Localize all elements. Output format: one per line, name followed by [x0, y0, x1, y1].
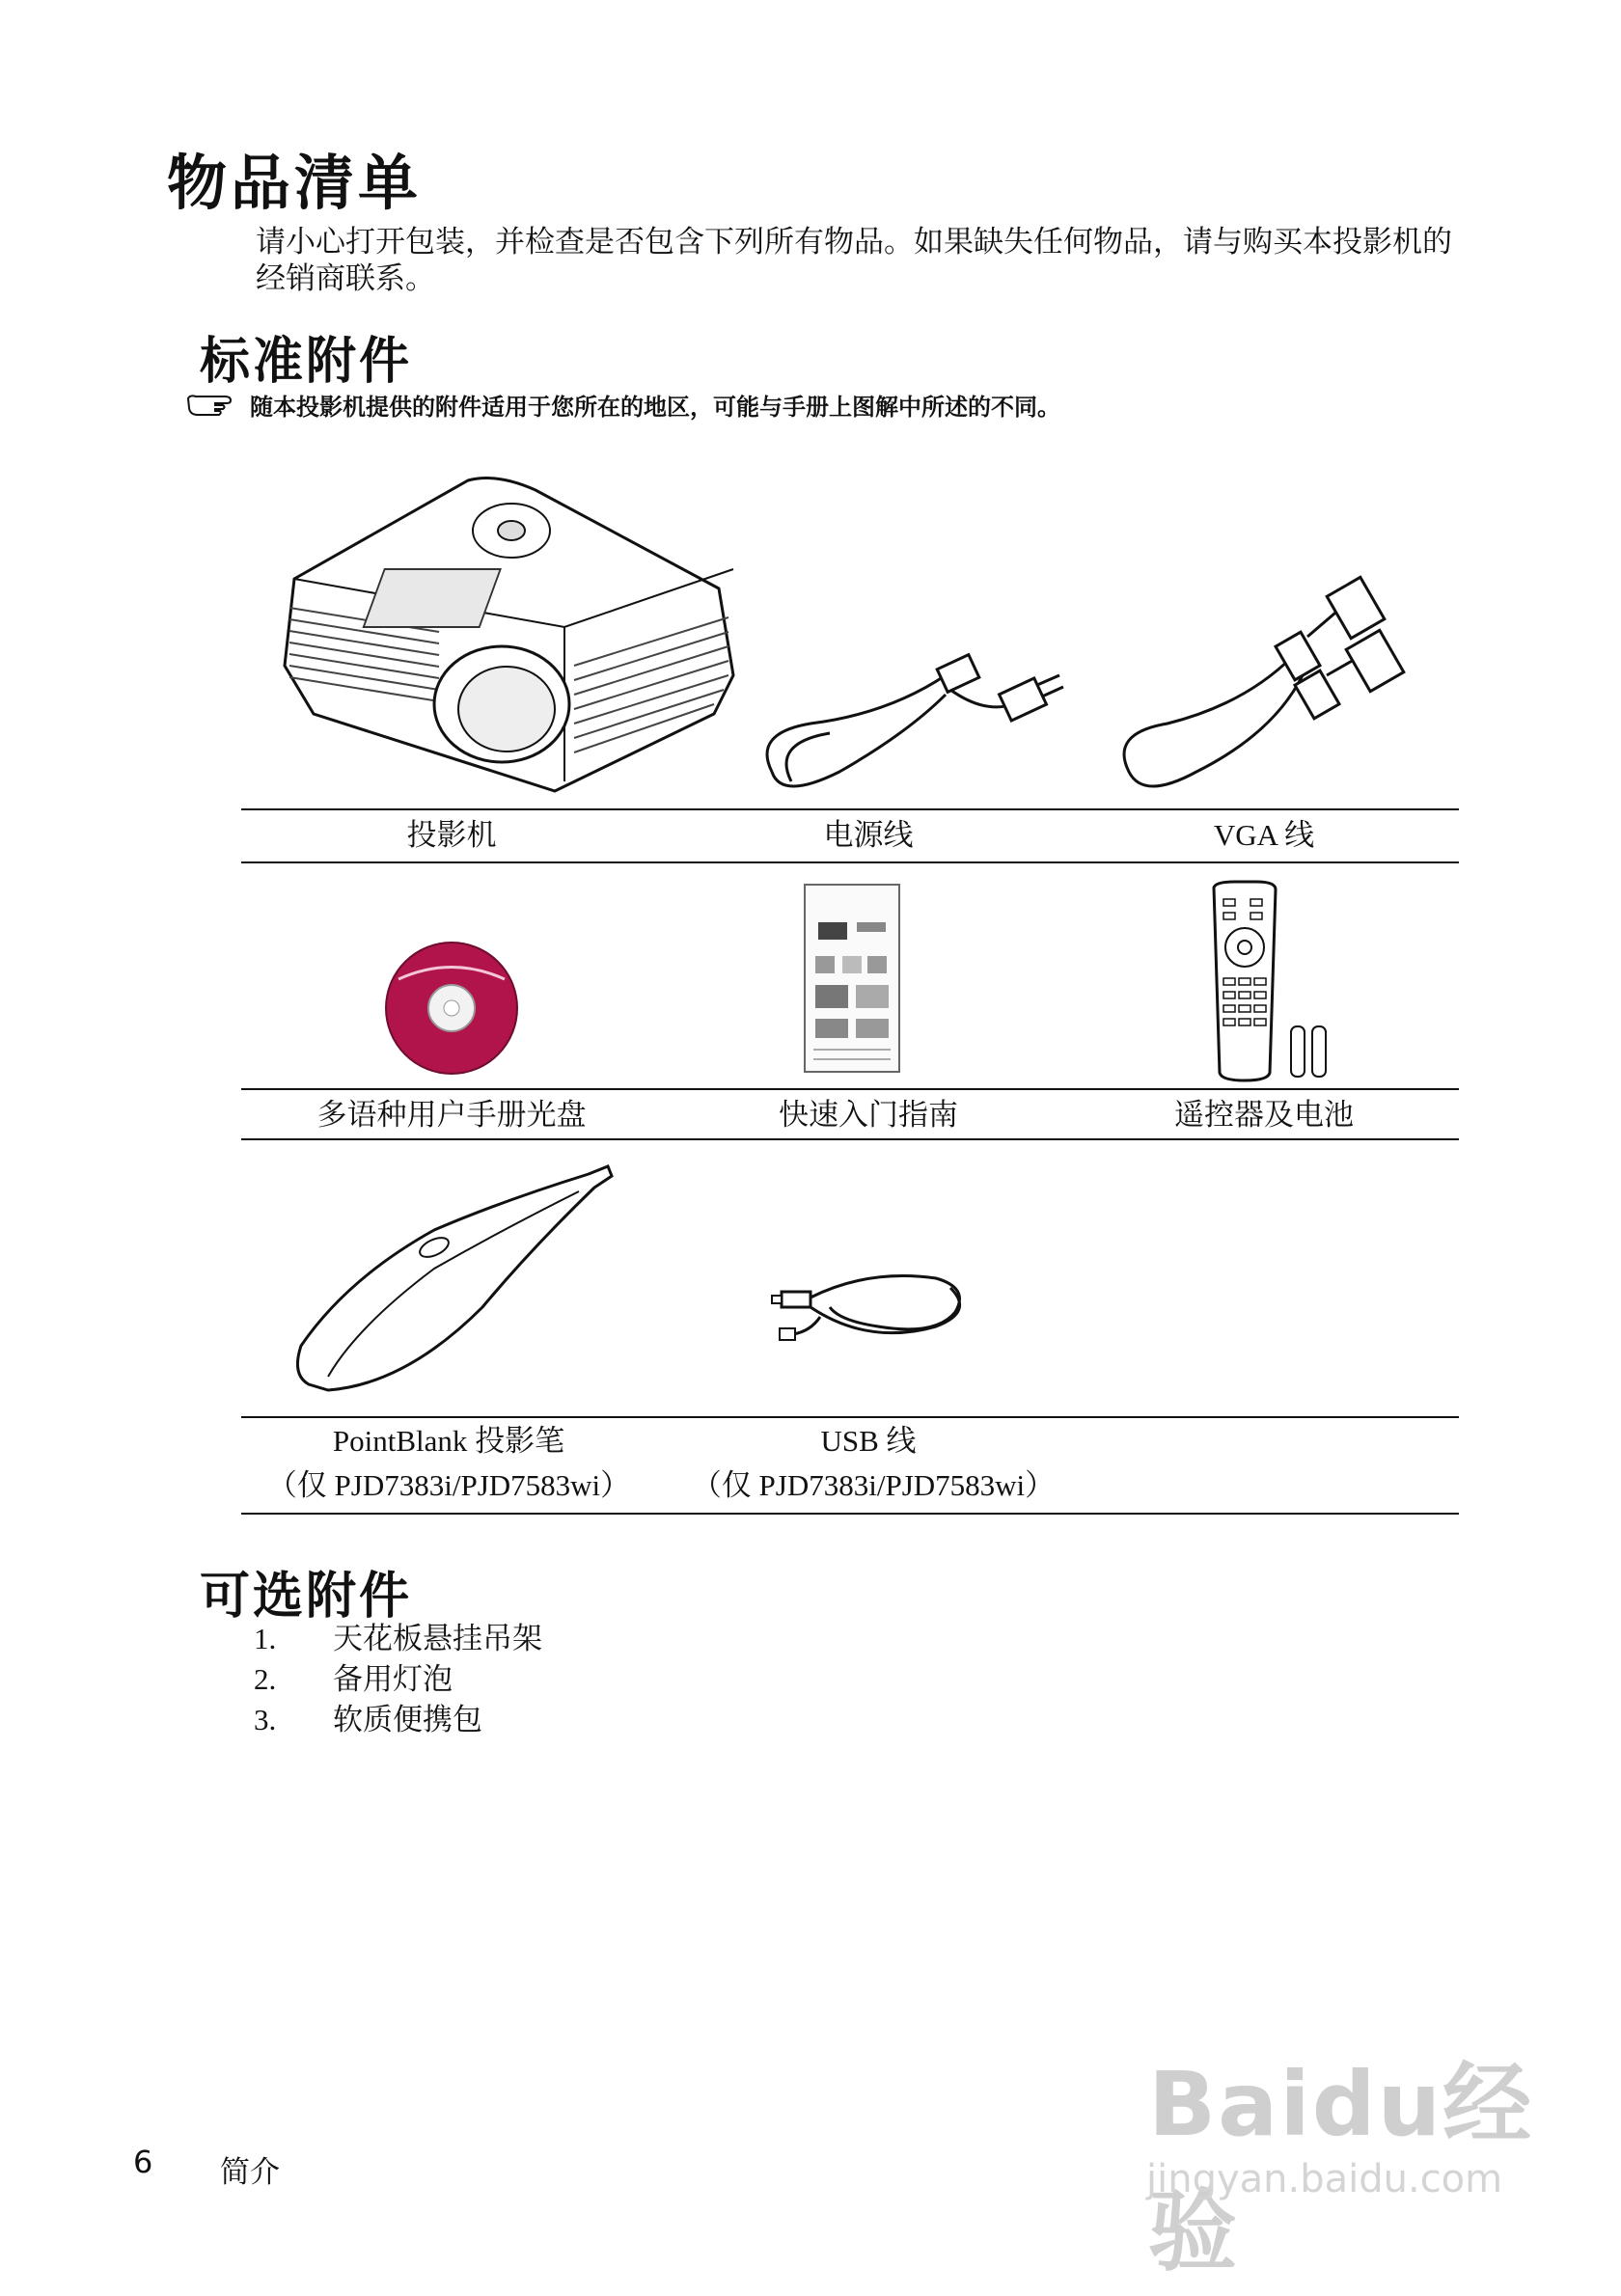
item-label-projector: 投影机: [406, 818, 497, 853]
list-text: 软质便携包: [333, 1703, 482, 1737]
watermark-logo: Baidu经验: [1148, 2053, 1534, 2283]
cd-icon: [384, 941, 519, 1076]
table-rule: [241, 861, 1459, 863]
list-item: [254, 1619, 542, 1659]
intro-text: 请小心打开包装，并检查是否包含下列所有物品。如果缺失任何物品，请与购买本投影机的经销商联系。: [256, 225, 1452, 296]
note: [186, 388, 1060, 422]
item-label-vga-cable: VGA 线: [1213, 818, 1315, 852]
table-rule: [241, 808, 1459, 810]
table-rule: [241, 1416, 1459, 1418]
table-rule: [241, 1138, 1459, 1140]
watermark-url: jingyan.baidu.com: [1146, 2157, 1503, 2201]
list-number: 3.: [254, 1703, 277, 1736]
remote-icon: [1206, 882, 1351, 1082]
standard-heading: 标准附件: [200, 333, 413, 391]
power-cord-icon: [753, 617, 1071, 801]
item-label-quick-guide: 快速入门指南: [779, 1098, 958, 1133]
item-label-pen: PointBlank 投影笔: [332, 1424, 565, 1458]
pen-icon: [289, 1162, 618, 1394]
list-item: [254, 1700, 542, 1740]
note-text: 随本投影机提供的附件适用于您所在的地区，可能与手册上图解中所述的不同。: [250, 394, 1060, 421]
quick-guide-icon: [804, 884, 900, 1073]
projector-icon: [275, 473, 738, 791]
item-label-remote: 遥控器及电池: [1174, 1098, 1354, 1133]
item-label-power-cord: 电源线: [823, 818, 914, 853]
list-number: 2.: [254, 1662, 277, 1696]
item-label-usb-cable: USB 线: [820, 1424, 917, 1458]
list-number: 1.: [254, 1622, 277, 1655]
optional-list: [254, 1619, 542, 1740]
item-label-usb-note: （仅 PJD7383i/PJD7583wi）: [691, 1468, 1056, 1502]
list-item: [254, 1659, 542, 1700]
list-text: 天花板悬挂吊架: [333, 1622, 542, 1656]
item-label-cd: 多语种用户手册光盘: [316, 1098, 587, 1133]
page-title: 物品清单: [167, 148, 423, 218]
pointing-hand-icon: [186, 393, 238, 418]
item-label-pen-note: （仅 PJD7383i/PJD7583wi）: [266, 1468, 631, 1502]
optional-heading: 可选附件: [200, 1568, 413, 1626]
table-rule: [241, 1088, 1459, 1090]
table-rule: [241, 1513, 1459, 1515]
usb-cable-icon: [772, 1259, 975, 1346]
page-number: 6: [133, 2144, 153, 2180]
section-name: 简介: [220, 2155, 280, 2190]
vga-cable-icon: [1110, 569, 1428, 801]
list-text: 备用灯泡: [333, 1662, 453, 1697]
